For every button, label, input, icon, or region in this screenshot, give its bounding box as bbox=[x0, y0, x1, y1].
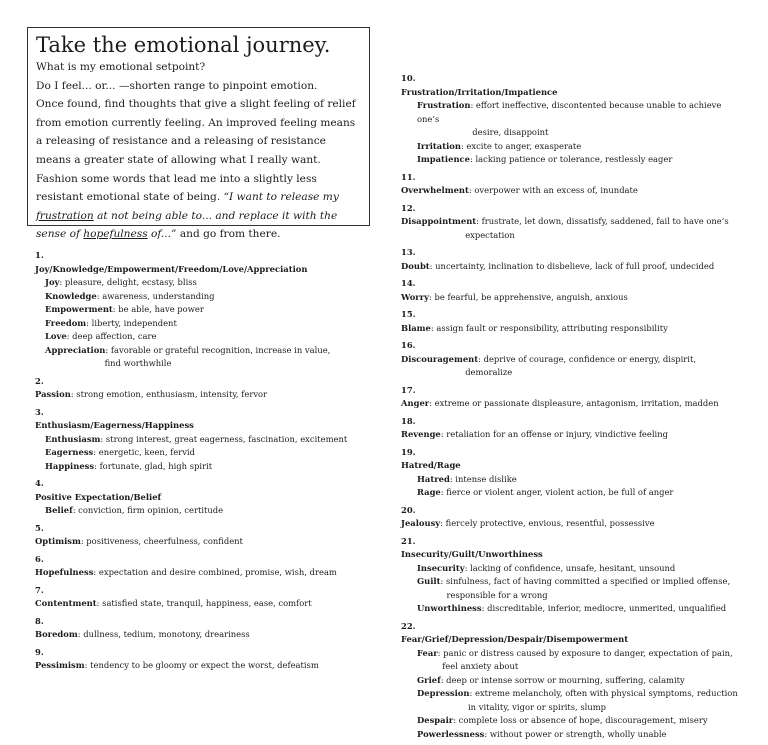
sub-emotion-term: Impatience bbox=[417, 154, 470, 164]
entry-definition: : satisfied state, tranquil, happiness, ease, comfort bbox=[96, 598, 312, 608]
emotion-entry bbox=[401, 72, 741, 167]
sub-emotion-definition: : fortunate, glad, high spirit bbox=[94, 460, 213, 471]
sub-emotion-definition: : favorable or grateful recognition, increase in value, bbox=[105, 344, 331, 355]
entry-number: 19. bbox=[401, 446, 416, 457]
sub-emotion-term: Happiness bbox=[45, 460, 95, 471]
sub-emotion-term: Belief bbox=[45, 505, 73, 515]
emotion-entry bbox=[35, 249, 365, 371]
sub-emotion-definition-cont: in vitality, vigor or spirits, slump bbox=[468, 701, 607, 712]
sub-emotion bbox=[401, 714, 741, 728]
entry-title: Worry bbox=[401, 291, 429, 302]
sub-emotion bbox=[401, 473, 741, 487]
entry-number: 17. bbox=[401, 384, 416, 395]
sub-emotion-definition: : panic or distress caused by exposure to danger, expectation of pain, bbox=[437, 647, 733, 658]
sub-emotion bbox=[401, 153, 741, 167]
sub-emotion bbox=[401, 687, 741, 714]
quote-part: at not being able to... and replace it with the sense of bbox=[36, 209, 338, 241]
entry-title: Enthusiasm/Eagerness/Happiness bbox=[35, 420, 194, 430]
sub-emotion bbox=[401, 140, 741, 154]
sub-emotion-definition: : deep affection, care bbox=[66, 331, 157, 341]
sub-emotion bbox=[401, 602, 741, 616]
sub-emotion bbox=[35, 330, 365, 344]
entry-title: Contentment bbox=[35, 598, 97, 608]
entry-heading bbox=[35, 646, 365, 673]
sub-emotion bbox=[401, 674, 741, 688]
emotion-entry bbox=[401, 620, 741, 742]
entry-number: 7. bbox=[35, 584, 44, 595]
sub-emotion bbox=[401, 99, 741, 140]
intro-paragraph bbox=[36, 95, 361, 244]
intro-text bbox=[36, 58, 361, 244]
entry-heading bbox=[401, 384, 741, 411]
sub-emotion-definition: : lacking of confidence, unsafe, hesitant, unsound bbox=[464, 562, 676, 573]
entry-number: 1. bbox=[35, 250, 44, 260]
sub-emotion-definition: : effort ineffective, discontented because unable to achieve one’s bbox=[417, 100, 722, 124]
entry-number: 22. bbox=[401, 620, 416, 631]
sub-emotion-term: Knowledge bbox=[45, 290, 97, 301]
entry-number: 14. bbox=[401, 278, 416, 288]
entry-body bbox=[401, 428, 741, 442]
entry-body bbox=[35, 535, 365, 549]
entry-definition: : overpower with an excess of, inundate bbox=[468, 185, 638, 195]
entry-heading bbox=[35, 375, 365, 402]
sub-emotion-definition: : be able, have power bbox=[112, 304, 204, 314]
entry-body bbox=[401, 291, 741, 305]
emotion-entry bbox=[35, 615, 365, 642]
sub-emotion bbox=[401, 562, 741, 576]
entry-definition: : dullness, tedium, monotony, dreariness bbox=[77, 629, 250, 639]
sub-emotion-definition: : liberty, independent bbox=[86, 317, 177, 328]
entry-body bbox=[401, 548, 741, 562]
sub-emotion-definition: : excite to anger, exasperate bbox=[460, 140, 582, 151]
entry-number: 9. bbox=[35, 646, 44, 657]
sub-emotion-term: Despair bbox=[417, 715, 454, 725]
entry-title: Boredom bbox=[35, 629, 78, 639]
sub-emotion-definition: : intense dislike bbox=[449, 473, 517, 484]
sub-emotion-definition: : discreditable, inferior, mediocre, unmerited, unqualified bbox=[481, 603, 727, 613]
entry-body bbox=[401, 353, 741, 380]
entry-number: 13. bbox=[401, 247, 416, 257]
entry-body bbox=[35, 491, 365, 505]
emotion-entry bbox=[401, 202, 741, 243]
entry-heading bbox=[35, 249, 365, 276]
sub-emotion bbox=[35, 276, 365, 290]
sub-emotion-term: Appreciation bbox=[45, 344, 106, 355]
entry-definition: : positiveness, cheerfulness, confident bbox=[80, 536, 243, 546]
entry-number: 11. bbox=[401, 171, 416, 182]
sub-emotion-definition: : energetic, keen, fervid bbox=[93, 447, 195, 457]
sub-emotion-definition-cont: desire, disappoint bbox=[472, 127, 549, 137]
entry-definition: : expectation and desire combined, promise, wish, dream bbox=[93, 567, 337, 577]
entry-title: Overwhelment bbox=[401, 185, 469, 195]
entry-heading bbox=[401, 535, 741, 562]
sub-emotion bbox=[35, 504, 365, 518]
sub-emotion-term: Powerlessness bbox=[417, 728, 485, 739]
entry-heading bbox=[35, 477, 365, 504]
emotion-entry bbox=[35, 646, 365, 673]
sub-emotion bbox=[35, 303, 365, 317]
sub-emotion-term: Fear bbox=[417, 647, 438, 658]
entry-number: 2. bbox=[35, 375, 44, 386]
intro-tail: and go from there. bbox=[176, 228, 281, 241]
entry-body bbox=[35, 659, 365, 673]
entry-definition: : deprive of courage, confidence or energy, dispirit, bbox=[478, 353, 697, 364]
entry-heading bbox=[35, 553, 365, 580]
sub-emotion bbox=[35, 460, 365, 474]
entry-heading bbox=[401, 277, 741, 304]
entry-title: Joy/Knowledge/Empowerment/Freedom/Love/Appreciation bbox=[35, 263, 308, 274]
entry-title: Jealousy bbox=[401, 518, 441, 528]
entry-heading bbox=[401, 308, 741, 335]
entry-title: Anger bbox=[401, 398, 430, 408]
page-title: Take the emotional journey. bbox=[36, 33, 331, 57]
entry-definition: : tendency to be gloomy or expect the worst, defeatism bbox=[84, 660, 319, 670]
sub-emotion-definition: : complete loss or absence of hope, discouragement, misery bbox=[453, 715, 708, 725]
intro-explanation: Once found, find thoughts that give a slight feeling of relief from emotion currently feeling. An improved feeling means a releasing of resistance and a releasing of resistance means a greater state of allowing what I really want. Fashion some words that lead me into a slightly less resistant emotional state of being. bbox=[36, 98, 356, 204]
entry-heading bbox=[401, 171, 741, 198]
sub-emotion-term: Hatred bbox=[417, 473, 450, 484]
sub-emotion bbox=[35, 344, 365, 371]
sub-emotion-definition: : awareness, understanding bbox=[96, 290, 215, 301]
sub-emotion-term: Empowerment bbox=[45, 304, 113, 314]
emotion-entry bbox=[35, 406, 365, 474]
emotion-list-left bbox=[35, 249, 365, 677]
emotion-entry bbox=[401, 277, 741, 304]
sub-emotion-definition: : deep or intense sorrow or mourning, suffering, calamity bbox=[440, 674, 685, 685]
entry-number: 16. bbox=[401, 340, 416, 350]
entry-number: 6. bbox=[35, 553, 44, 564]
entry-definition-cont: demoralize bbox=[465, 367, 513, 377]
emotion-entry bbox=[35, 375, 365, 402]
entry-heading bbox=[35, 406, 365, 433]
entry-title: Optimism bbox=[35, 536, 81, 546]
entry-title: Frustration/Irritation/Impatience bbox=[401, 86, 558, 97]
sub-emotion-term: Grief bbox=[417, 674, 441, 685]
entry-body bbox=[35, 419, 365, 433]
sub-emotion-term: Insecurity bbox=[417, 562, 465, 573]
entry-title: Doubt bbox=[401, 260, 430, 271]
sub-emotion bbox=[401, 575, 741, 602]
entry-definition: : uncertainty, inclination to disbelieve, lack of full proof, undecided bbox=[429, 260, 715, 271]
entry-title: Passion bbox=[35, 389, 71, 399]
sub-emotion-definition-cont: find worthwhile bbox=[104, 358, 172, 368]
sub-emotion bbox=[35, 317, 365, 331]
entry-definition: : strong emotion, enthusiasm, intensity, fervor bbox=[70, 389, 268, 399]
sub-emotion-definition: : strong interest, great eagerness, fascination, excitement bbox=[100, 433, 348, 444]
entry-body bbox=[401, 215, 741, 242]
sub-emotion-term: Love bbox=[45, 331, 67, 341]
entry-number: 21. bbox=[401, 535, 416, 546]
sub-emotion-term: Frustration bbox=[417, 100, 471, 110]
entry-title: Hopefulness bbox=[35, 567, 94, 577]
intro-line-question: What is my emotional setpoint? bbox=[36, 61, 206, 73]
sub-emotion bbox=[35, 433, 365, 447]
quote-part: of...” bbox=[147, 228, 177, 241]
entry-number: 4. bbox=[35, 478, 44, 488]
emotion-entry bbox=[401, 415, 741, 442]
entry-body bbox=[401, 397, 741, 411]
entry-title: Hatred/Rage bbox=[401, 460, 461, 470]
emotion-entry bbox=[401, 171, 741, 198]
entry-heading bbox=[401, 202, 741, 243]
entry-heading bbox=[401, 339, 741, 380]
entry-body bbox=[35, 388, 365, 402]
entry-definition: : fiercely protective, envious, resentful, possessive bbox=[440, 518, 655, 528]
entry-body bbox=[35, 566, 365, 580]
entry-heading bbox=[35, 522, 365, 549]
entry-heading bbox=[35, 584, 365, 611]
sub-emotion-term: Joy bbox=[45, 277, 60, 287]
entry-body bbox=[35, 628, 365, 642]
entry-body bbox=[401, 517, 741, 531]
sub-emotion bbox=[401, 486, 741, 500]
entry-body bbox=[35, 597, 365, 611]
entry-definition-cont: expectation bbox=[465, 229, 515, 240]
emotion-entry bbox=[35, 522, 365, 549]
entry-title: Disappointment bbox=[401, 216, 477, 226]
entry-heading bbox=[401, 620, 741, 647]
entry-number: 5. bbox=[35, 522, 44, 533]
entry-heading bbox=[35, 615, 365, 642]
quote-underlined-frustration: frustration bbox=[36, 209, 94, 222]
sub-emotion-term: Irritation bbox=[417, 140, 461, 151]
sub-emotion bbox=[35, 290, 365, 304]
emotion-entry bbox=[401, 308, 741, 335]
sub-emotion-definition: : sinfulness, fact of having committed a specified or implied offense, bbox=[440, 576, 731, 586]
entry-heading bbox=[401, 446, 741, 473]
sub-emotion-definition: : extreme melancholy, often with physical symptoms, reduction bbox=[469, 688, 738, 698]
entry-body bbox=[401, 633, 741, 647]
entry-title: Pessimism bbox=[35, 660, 85, 670]
sub-emotion-term: Enthusiasm bbox=[45, 433, 101, 444]
entry-definition: : retaliation for an offense or injury, vindictive feeling bbox=[440, 429, 668, 439]
emotion-entry bbox=[401, 504, 741, 531]
entry-title: Fear/Grief/Depression/Despair/Disempowerment bbox=[401, 634, 629, 644]
entry-definition: : frustrate, let down, dissatisfy, saddened, fail to have one’s bbox=[476, 216, 729, 226]
entry-definition: : be fearful, be apprehensive, anguish, anxious bbox=[429, 291, 628, 302]
sub-emotion-term: Unworthiness bbox=[417, 603, 482, 613]
entry-number: 12. bbox=[401, 202, 416, 213]
sub-emotion-definition: : lacking patience or tolerance, restlessly eager bbox=[469, 154, 673, 164]
intro-line-range: Do I feel... or... —shorten range to pinpoint emotion. bbox=[36, 79, 318, 92]
entry-number: 10. bbox=[401, 73, 416, 83]
emotion-entry bbox=[401, 535, 741, 616]
entry-number: 18. bbox=[401, 415, 416, 426]
entry-number: 15. bbox=[401, 309, 416, 319]
sub-emotion bbox=[35, 446, 365, 460]
quote-part: “I want to release my bbox=[223, 191, 339, 204]
emotion-entry bbox=[401, 384, 741, 411]
emotion-entry bbox=[35, 553, 365, 580]
emotion-entry bbox=[401, 339, 741, 380]
entry-body bbox=[35, 263, 365, 277]
entry-heading bbox=[401, 72, 741, 99]
sub-emotion-definition-cont: responsible for a wrong bbox=[446, 589, 548, 600]
entry-definition: : extreme or passionate displeasure, antagonism, irritation, madden bbox=[429, 398, 719, 408]
emotion-entry bbox=[401, 246, 741, 273]
entry-heading bbox=[401, 504, 741, 531]
quote-underlined-hopefulness: hopefulness bbox=[83, 228, 148, 241]
sub-emotion-term: Guilt bbox=[417, 576, 441, 586]
entry-body bbox=[401, 86, 741, 100]
sub-emotion-definition: : without power or strength, wholly unable bbox=[484, 728, 667, 739]
entry-body bbox=[401, 260, 741, 274]
entry-definition: : assign fault or responsibility, attributing responsibility bbox=[430, 322, 668, 333]
entry-title: Discouragement bbox=[401, 353, 479, 364]
entry-body bbox=[401, 459, 741, 473]
entry-body bbox=[401, 322, 741, 336]
entry-number: 8. bbox=[35, 615, 44, 626]
entry-heading bbox=[401, 246, 741, 273]
sub-emotion-definition: : pleasure, delight, ecstasy, bliss bbox=[59, 277, 197, 287]
sub-emotion bbox=[401, 647, 741, 674]
entry-title: Positive Expectation/Belief bbox=[35, 491, 162, 502]
sub-emotion bbox=[401, 728, 741, 742]
intro-box bbox=[27, 27, 370, 241]
entry-title: Blame bbox=[401, 322, 431, 333]
sub-emotion-term: Rage bbox=[417, 487, 441, 497]
sub-emotion-definition: : conviction, firm opinion, certitude bbox=[72, 505, 224, 515]
sub-emotion-term: Freedom bbox=[45, 317, 87, 328]
sub-emotion-definition-cont: feel anxiety about bbox=[442, 661, 519, 671]
sub-emotion-term: Depression bbox=[417, 688, 470, 698]
emotion-list-right bbox=[401, 72, 741, 745]
emotion-entry bbox=[35, 477, 365, 518]
entry-number: 20. bbox=[401, 504, 416, 515]
entry-number: 3. bbox=[35, 406, 44, 417]
sub-emotion-term: Eagerness bbox=[45, 447, 94, 457]
emotion-entry bbox=[35, 584, 365, 611]
sub-emotion-definition: : fierce or violent anger, violent action, be full of anger bbox=[440, 487, 674, 497]
entry-title: Insecurity/Guilt/Unworthiness bbox=[401, 549, 543, 559]
entry-body bbox=[401, 184, 741, 198]
entry-title: Revenge bbox=[401, 429, 441, 439]
emotion-entry bbox=[401, 446, 741, 500]
entry-heading bbox=[401, 415, 741, 442]
